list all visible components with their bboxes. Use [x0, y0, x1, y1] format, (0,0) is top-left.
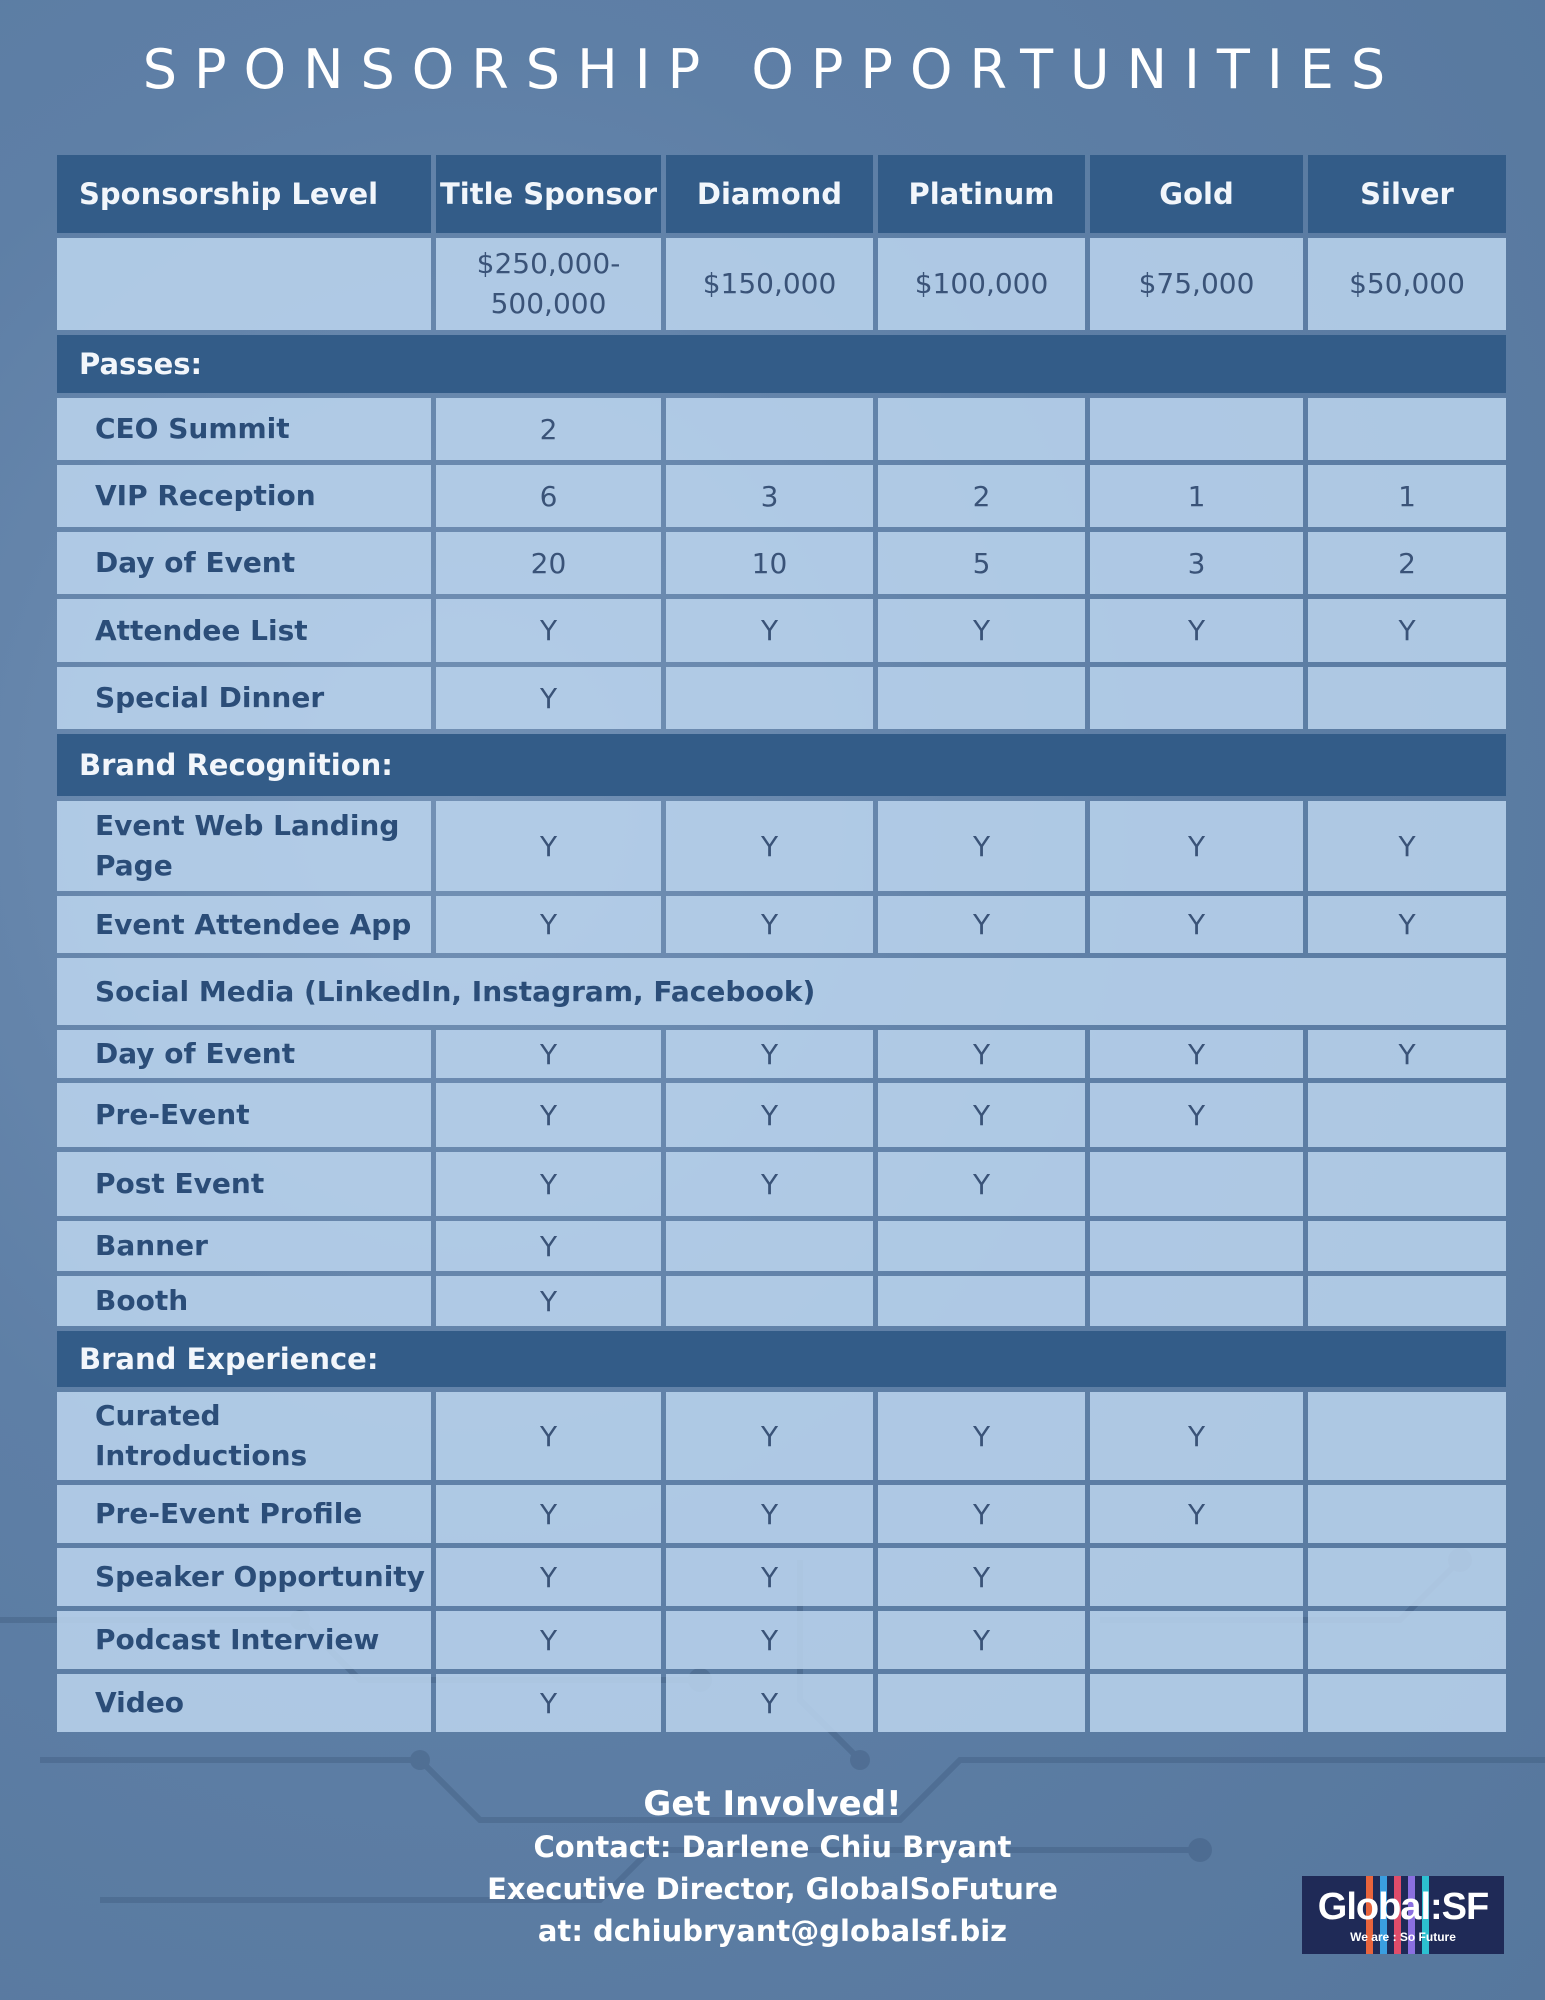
row-label: Video — [57, 1674, 431, 1732]
benefit-cell — [878, 398, 1085, 460]
benefit-cell: Y — [436, 1276, 661, 1326]
benefit-cell: 3 — [666, 465, 873, 527]
benefit-cell — [878, 667, 1085, 729]
table-row — [57, 1674, 1506, 1732]
social-media-heading: Social Media (LinkedIn, Instagram, Facebook) — [57, 958, 1506, 1025]
benefit-cell — [1090, 1674, 1303, 1732]
benefit-cell: Y — [1090, 1485, 1303, 1543]
row-label: Event Web Landing Page — [57, 801, 431, 891]
price-cell: $75,000 — [1090, 238, 1303, 330]
benefit-cell — [878, 1674, 1085, 1732]
benefit-cell: 6 — [436, 465, 661, 527]
benefit-cell: 10 — [666, 532, 873, 594]
benefit-cell: Y — [666, 1485, 873, 1543]
row-label: Special Dinner — [57, 667, 431, 729]
benefit-cell: Y — [436, 1485, 661, 1543]
benefit-cell: Y — [878, 1485, 1085, 1543]
benefit-cell: Y — [666, 1030, 873, 1078]
benefit-cell — [1308, 1276, 1506, 1326]
benefit-cell: Y — [436, 801, 661, 891]
benefit-cell: Y — [1090, 801, 1303, 891]
benefit-cell: Y — [878, 1392, 1085, 1480]
benefit-cell: 2 — [878, 465, 1085, 527]
benefit-cell: Y — [878, 1152, 1085, 1216]
benefit-cell — [666, 1276, 873, 1326]
row-label: CEO Summit — [57, 398, 431, 460]
benefit-cell: Y — [436, 1674, 661, 1732]
experience-rows — [57, 1392, 1506, 1732]
benefit-cell — [1308, 1152, 1506, 1216]
benefit-cell — [878, 1276, 1085, 1326]
row-label: Banner — [57, 1221, 431, 1271]
table-row — [57, 1392, 1506, 1480]
benefit-cell: Y — [666, 801, 873, 891]
row-label: Pre-Event — [57, 1083, 431, 1147]
table-row — [57, 1083, 1506, 1147]
benefit-cell: Y — [436, 1548, 661, 1606]
benefit-cell: Y — [1090, 896, 1303, 953]
logo-wordmark: Global:SF — [1317, 1886, 1489, 1928]
benefit-cell — [666, 1221, 873, 1271]
column-header-diamond: Diamond — [666, 155, 873, 233]
benefit-cell: Y — [666, 1674, 873, 1732]
benefit-cell: Y — [666, 1548, 873, 1606]
get-involved-heading: Get Involved! — [643, 1784, 902, 1824]
benefit-cell: Y — [878, 1083, 1085, 1147]
sponsorship-table — [52, 150, 1511, 1737]
benefit-cell: Y — [878, 1548, 1085, 1606]
row-label: VIP Reception — [57, 465, 431, 527]
benefit-cell — [1308, 1392, 1506, 1480]
benefit-cell: Y — [436, 1083, 661, 1147]
benefit-cell: Y — [1308, 1030, 1506, 1078]
table-row — [57, 667, 1506, 729]
benefit-cell: Y — [878, 1030, 1085, 1078]
benefit-cell — [1090, 1221, 1303, 1271]
price-row — [57, 238, 1506, 330]
benefit-cell: Y — [1090, 1083, 1303, 1147]
section-row-brand-recognition — [57, 734, 1506, 796]
table-row — [57, 599, 1506, 662]
row-label: Curated Introductions — [57, 1392, 431, 1480]
globalsf-logo — [1302, 1876, 1504, 1954]
benefit-cell: Y — [436, 1152, 661, 1216]
table-row — [57, 1221, 1506, 1271]
benefit-cell: Y — [436, 896, 661, 953]
contact-name: Contact: Darlene Chiu Bryant — [533, 1830, 1012, 1864]
benefit-cell — [1090, 1611, 1303, 1669]
benefit-cell — [666, 398, 873, 460]
contact-role: Executive Director, GlobalSoFuture — [487, 1872, 1058, 1906]
benefit-cell — [1308, 398, 1506, 460]
social-media-row — [57, 958, 1506, 1025]
benefit-cell: Y — [1090, 1392, 1303, 1480]
section-heading: Brand Recognition: — [57, 734, 1506, 796]
benefit-cell: Y — [1308, 801, 1506, 891]
column-header-gold: Gold — [1090, 155, 1303, 233]
table-row — [57, 1485, 1506, 1543]
benefit-cell: Y — [878, 1611, 1085, 1669]
table-row — [57, 896, 1506, 953]
table-row — [57, 1152, 1506, 1216]
benefit-cell: 2 — [1308, 532, 1506, 594]
contact-email: at: dchiubryant@globalsf.biz — [537, 1914, 1008, 1948]
benefit-cell: Y — [666, 1152, 873, 1216]
section-row-passes — [57, 335, 1506, 393]
benefit-cell: Y — [878, 801, 1085, 891]
benefit-cell — [1308, 1221, 1506, 1271]
table-row — [57, 398, 1506, 460]
benefit-cell: 3 — [1090, 532, 1303, 594]
section-heading: Brand Experience: — [57, 1331, 1506, 1387]
benefit-cell — [1090, 1276, 1303, 1326]
table-row — [57, 532, 1506, 594]
row-label: Post Event — [57, 1152, 431, 1216]
benefit-cell: 20 — [436, 532, 661, 594]
social-rows — [57, 1030, 1506, 1326]
benefit-cell: Y — [436, 1611, 661, 1669]
benefit-cell: Y — [878, 599, 1085, 662]
benefit-cell: Y — [436, 1030, 661, 1078]
benefit-cell — [1308, 667, 1506, 729]
benefit-cell: 5 — [878, 532, 1085, 594]
benefit-cell: Y — [666, 599, 873, 662]
price-cell: $250,000-500,000 — [436, 238, 661, 330]
table-row — [57, 1611, 1506, 1669]
benefit-cell: 1 — [1090, 465, 1303, 527]
benefit-cell: 2 — [436, 398, 661, 460]
recognition-rows — [57, 801, 1506, 953]
row-label: Speaker Opportunity — [57, 1548, 431, 1606]
benefit-cell — [1308, 1611, 1506, 1669]
section-row-brand-experience — [57, 1331, 1506, 1387]
benefit-cell: Y — [1308, 896, 1506, 953]
price-cell: $50,000 — [1308, 238, 1506, 330]
passes-rows — [57, 398, 1506, 729]
table-row — [57, 465, 1506, 527]
benefit-cell: Y — [666, 1083, 873, 1147]
price-cell: $100,000 — [878, 238, 1085, 330]
price-cell: $150,000 — [666, 238, 873, 330]
benefit-cell: Y — [1308, 599, 1506, 662]
table-row — [57, 801, 1506, 891]
table-row — [57, 1276, 1506, 1326]
benefit-cell: Y — [436, 1392, 661, 1480]
table-header-row — [57, 155, 1506, 233]
benefit-cell: Y — [1090, 599, 1303, 662]
row-label: Podcast Interview — [57, 1611, 431, 1669]
benefit-cell: Y — [878, 896, 1085, 953]
row-label: Attendee List — [57, 599, 431, 662]
row-label: Day of Event — [57, 532, 431, 594]
benefit-cell: Y — [666, 1611, 873, 1669]
benefit-cell: Y — [436, 1221, 661, 1271]
column-header-level: Sponsorship Level — [57, 155, 431, 233]
benefit-cell: 1 — [1308, 465, 1506, 527]
price-row-label — [57, 238, 431, 330]
row-label: Pre-Event Profile — [57, 1485, 431, 1543]
benefit-cell — [1308, 1485, 1506, 1543]
benefit-cell — [1090, 398, 1303, 460]
column-header-title-sponsor: Title Sponsor — [436, 155, 661, 233]
benefit-cell — [1308, 1548, 1506, 1606]
page-title: SPONSORSHIP OPPORTUNITIES — [142, 38, 1403, 101]
benefit-cell — [878, 1221, 1085, 1271]
column-header-platinum: Platinum — [878, 155, 1085, 233]
section-heading: Passes: — [57, 335, 1506, 393]
benefit-cell: Y — [666, 896, 873, 953]
benefit-cell: Y — [666, 1392, 873, 1480]
column-header-silver: Silver — [1308, 155, 1506, 233]
table-row — [57, 1548, 1506, 1606]
benefit-cell: Y — [436, 667, 661, 729]
benefit-cell — [1308, 1674, 1506, 1732]
table-row — [57, 1030, 1506, 1078]
benefit-cell — [1308, 1083, 1506, 1147]
row-label: Event Attendee App — [57, 896, 431, 953]
benefit-cell — [1090, 667, 1303, 729]
benefit-cell — [1090, 1548, 1303, 1606]
row-label: Day of Event — [57, 1030, 431, 1078]
benefit-cell — [666, 667, 873, 729]
benefit-cell — [1090, 1152, 1303, 1216]
row-label: Booth — [57, 1276, 431, 1326]
logo-tagline: We are : So Future — [1350, 1930, 1456, 1944]
benefit-cell: Y — [1090, 1030, 1303, 1078]
benefit-cell: Y — [436, 599, 661, 662]
